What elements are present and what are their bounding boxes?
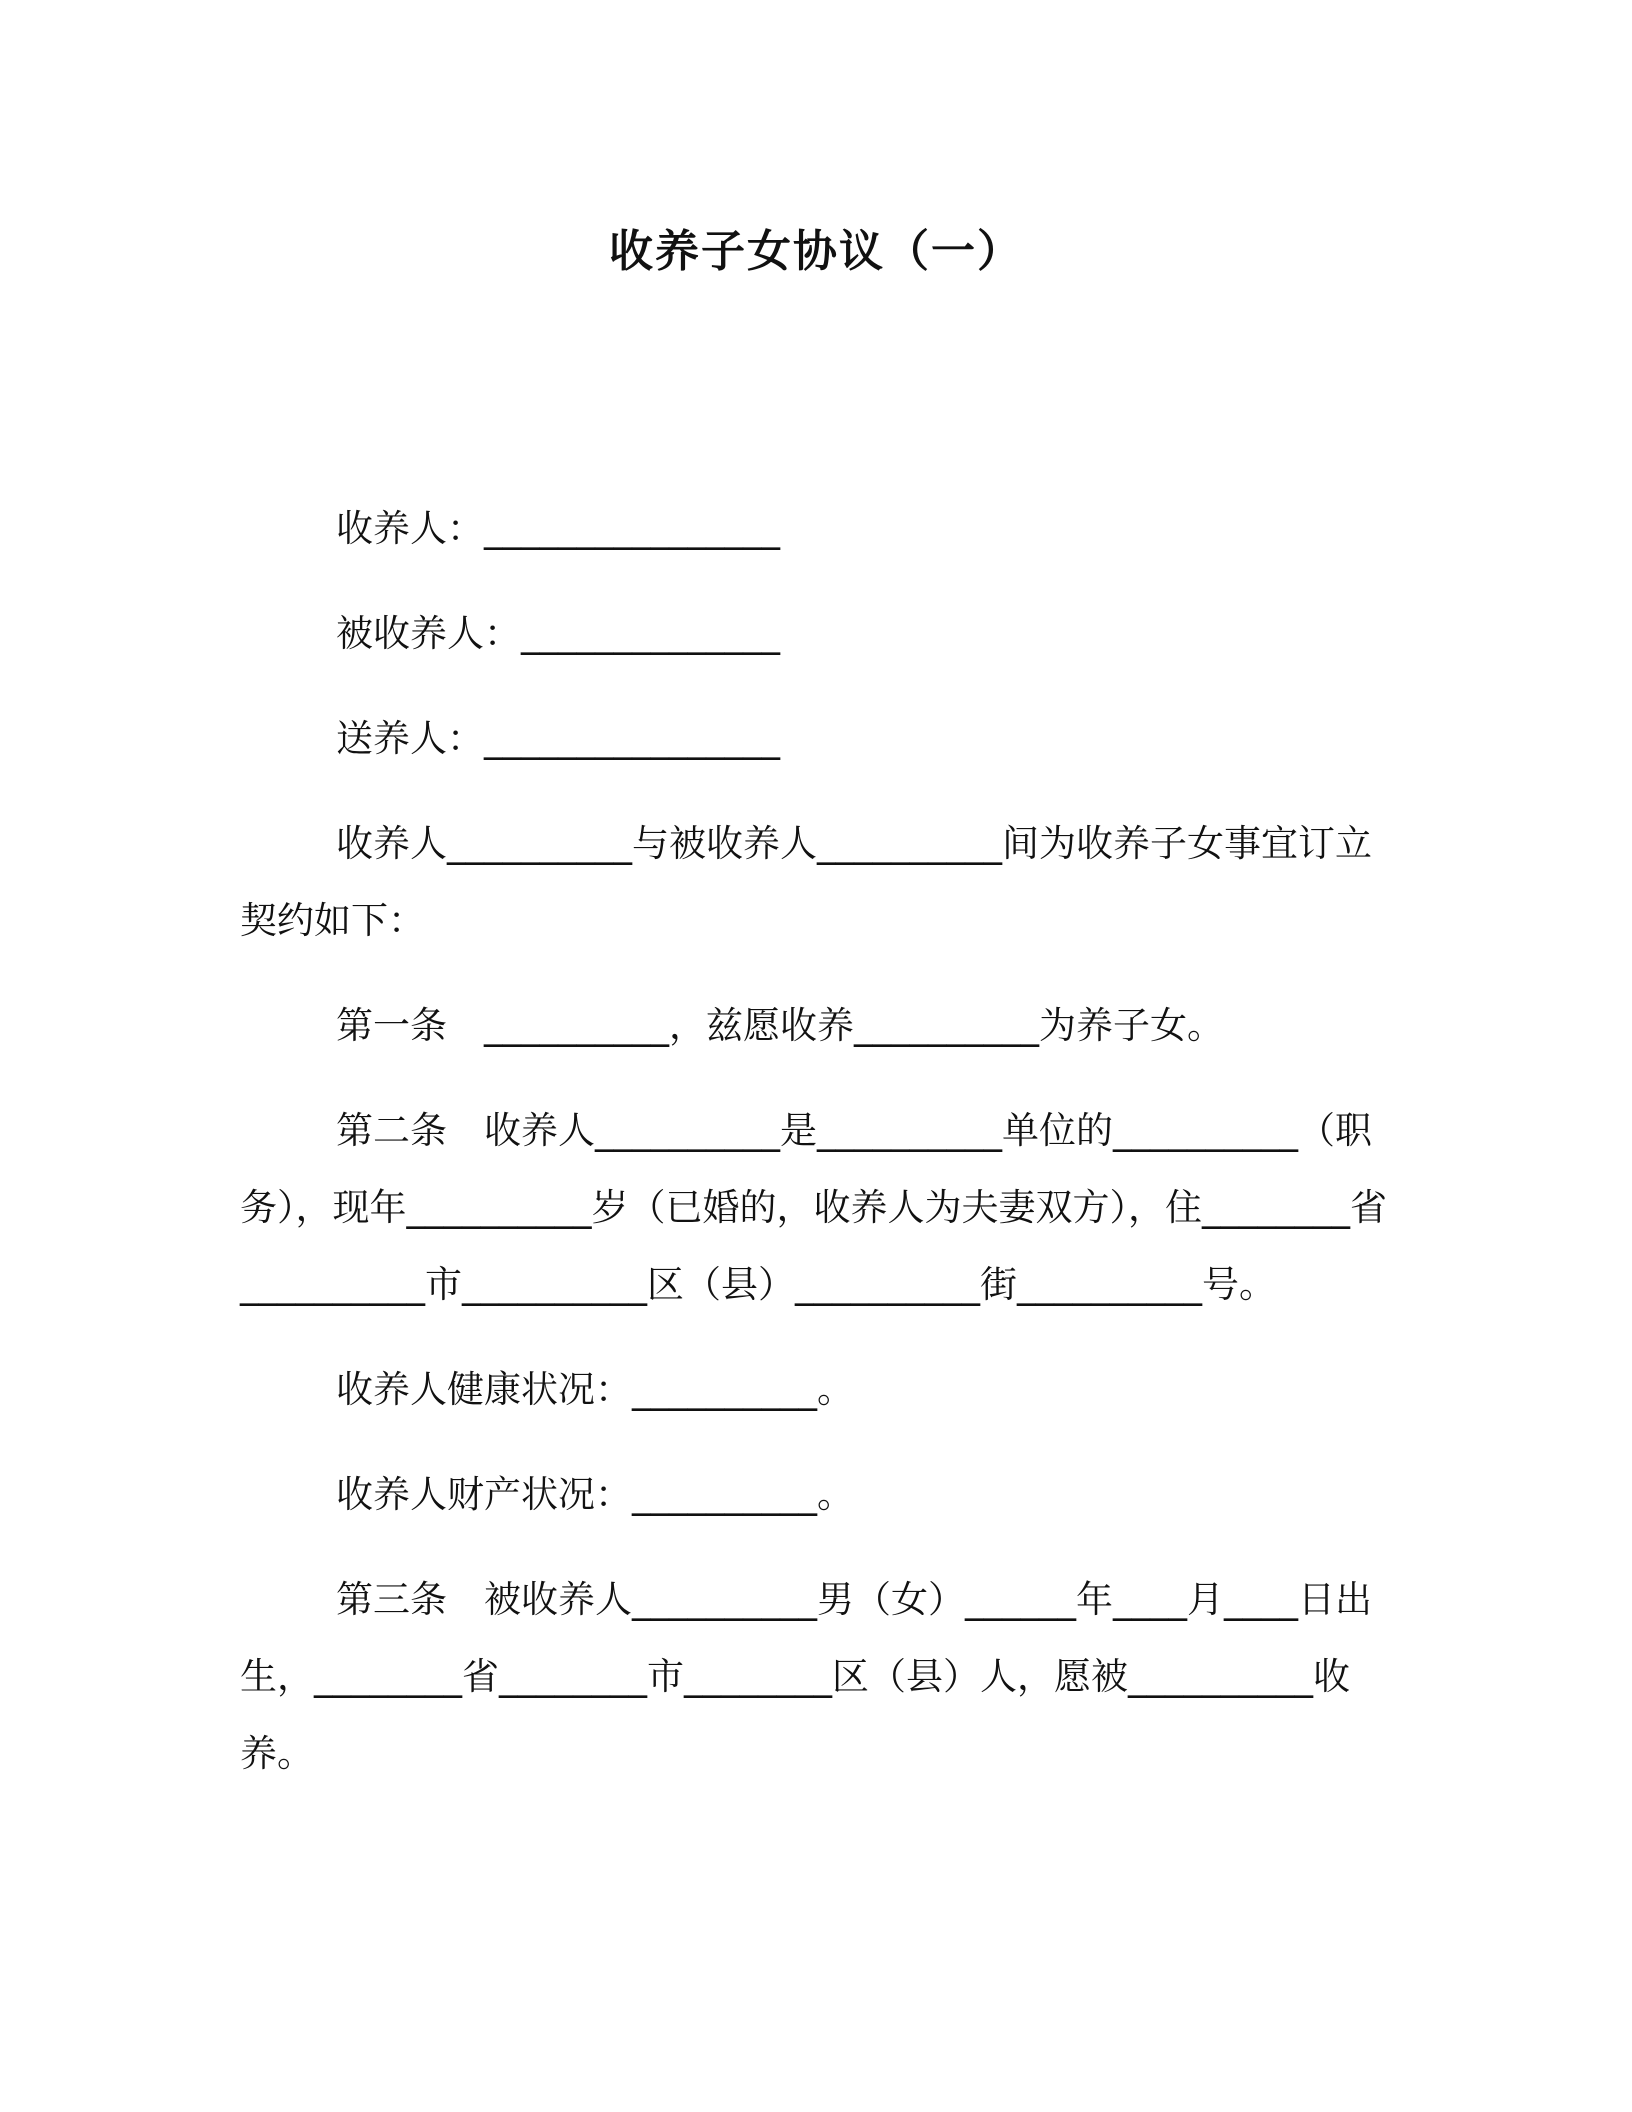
preamble-paragraph: 收养人__________与被收养人__________间为收养子女事宜订立契约如下：	[240, 822, 1372, 942]
article-1: 第一条 __________，兹愿收养__________为养子女。	[336, 1004, 1224, 1047]
adopter-line: 收养人：________________	[336, 507, 780, 550]
placing-party-line: 送养人：________________	[336, 717, 780, 760]
adoptee-line: 被收养人：______________	[336, 612, 780, 655]
adopter-property-line: 收养人财产状况：__________。	[336, 1473, 854, 1516]
article-3: 第三条 被收养人__________男（女）______年____月____日出生，________省________市________区（县）人，愿被__________收养。	[240, 1578, 1372, 1775]
article-2: 第二条 收养人__________是__________单位的__________（职务），现年__________岁（已婚的，收养人为夫妻双方），住________省__________市__________区（县）__________街__________号。	[240, 1109, 1387, 1306]
adopter-health-line: 收养人健康状况：__________。	[336, 1368, 854, 1411]
document-title: 收养子女协议（一）	[609, 226, 1023, 277]
document-body	[240, 490, 1390, 1820]
